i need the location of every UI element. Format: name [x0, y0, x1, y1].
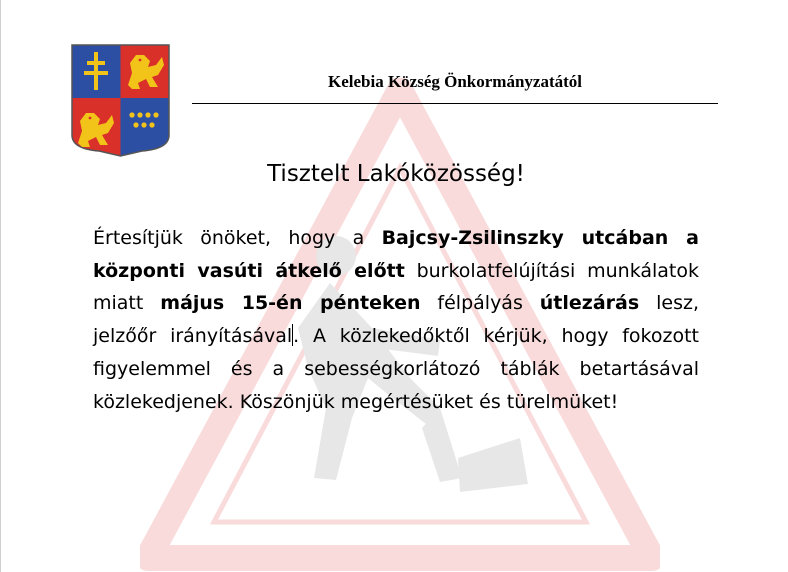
notice-street-name: Bajcsy-Zsilinszky utcában a központi vasúti átkelő előtt — [93, 227, 699, 282]
coat-of-arms-icon — [70, 43, 171, 158]
header-divider — [192, 103, 718, 104]
notice-closure: útlezárás — [539, 292, 640, 315]
greeting-heading: Tisztelt Lakóközösség! — [267, 161, 525, 187]
notice-paragraph[interactable] — [93, 222, 699, 418]
notice-text-4: lesz, jelzőőr irányításával — [93, 292, 699, 348]
notice-text-5: . A közlekedőktől kérjük, hogy fokozott figyelemmel és a sebességkorlátozó táblák betartásával közlekedjenek. Köszönjük megértésüket és türelmüket! — [93, 325, 700, 413]
notice-text-2: burkolatfelújítási munkálatok miatt — [93, 259, 700, 315]
notice-text-1: Értesítjük önöket, hogy a — [93, 227, 382, 249]
page-left-edge — [0, 0, 1, 572]
notice-date: május 15-én pénteken — [160, 292, 421, 315]
organization-name: Kelebia Község Önkormányzatától — [327, 72, 583, 91]
notice-text-3: félpályás — [420, 292, 540, 315]
